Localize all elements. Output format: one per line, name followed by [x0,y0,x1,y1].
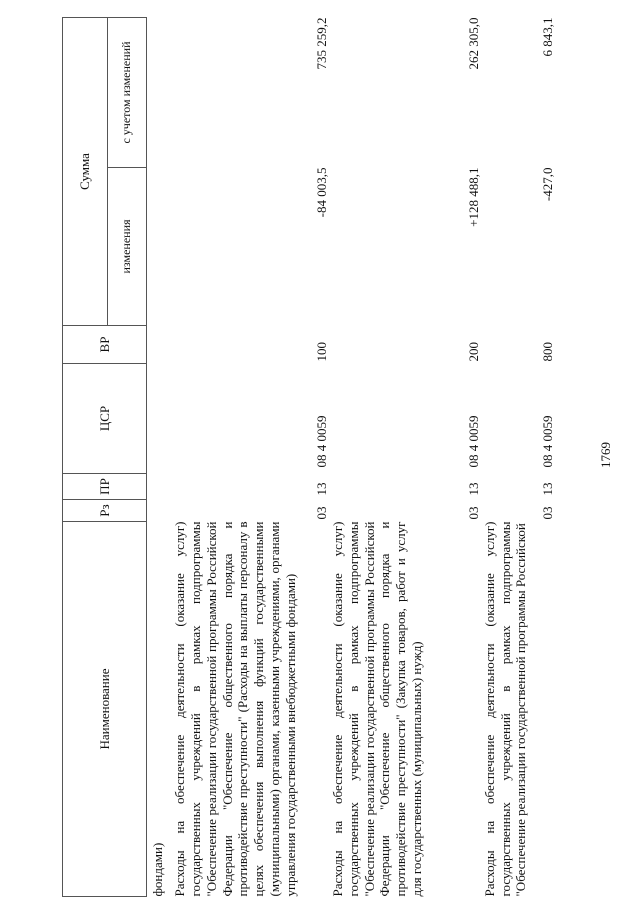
row-vr: 100 [314,342,329,362]
header-total: с учетом изменений [108,18,147,168]
row-name: фондами) [150,842,165,897]
row-pr: 13 [465,482,481,496]
row-name: Расходы на обеспечение деятельности (оказание услуг) государственных учреждений в рамках подпрограммы "Обеспечение реализации государственной программы Российской Федерации "Обеспечение общественного порядка и противодействие преступности" (Закупка товаров, работ и услуг для государственных (муниципальных) нужд) [329,521,425,897]
row-vr: 800 [539,342,555,362]
table-row-fragment [147,18,173,897]
row-change: +128 488,1 [465,167,481,227]
row-total: 735 259,2 [314,17,329,70]
row-name: Расходы на обеспечение деятельности (оказание услуг) государственных учреждений в рамках подпрограммы "Обеспечение реализации государственной программы Российской [481,521,529,897]
table-row [330,18,482,897]
row-csr: 08 4 0059 [539,415,555,468]
header-csr: ЦСР [63,364,147,474]
row-change: -84 003,5 [314,167,329,218]
header-rz: Рз [63,500,147,522]
row-csr: 08 4 0059 [314,415,329,468]
row-rz: 03 [539,506,555,520]
header-pr: ПР [63,474,147,500]
table-body [147,18,606,897]
row-pr: 13 [539,482,555,496]
row-rz: 03 [465,506,481,520]
row-vr: 200 [465,342,481,362]
page-number: 1769 [598,442,613,468]
row-csr: 08 4 0059 [465,415,481,468]
header-change: изменения [108,168,147,326]
budget-table [62,17,606,897]
row-name: Расходы на обеспечение деятельности (оказание услуг) государственных учреждений в рамках подпрограммы "Обеспечение реализации государственной программы Российской Федерации "Обеспечение общественного порядка и противодействие преступности" (Расходы на выплаты персоналу в целях обеспечения выполнения функций государственными (муниципальными) органами, казенными учреждениями, органами управления государственными внебюджетными фондами) [172,521,299,897]
row-total: 6 843,1 [539,17,555,57]
table-row [482,18,606,897]
table-header [63,18,147,897]
row-total: 262 305,0 [465,17,481,70]
header-vr: ВР [63,326,147,364]
row-pr: 13 [314,482,329,496]
table-row [172,18,330,897]
row-change: -427,0 [539,167,555,202]
header-name: Наименование [63,522,147,897]
header-sum: Сумма [63,18,108,326]
row-rz: 03 [314,506,329,520]
